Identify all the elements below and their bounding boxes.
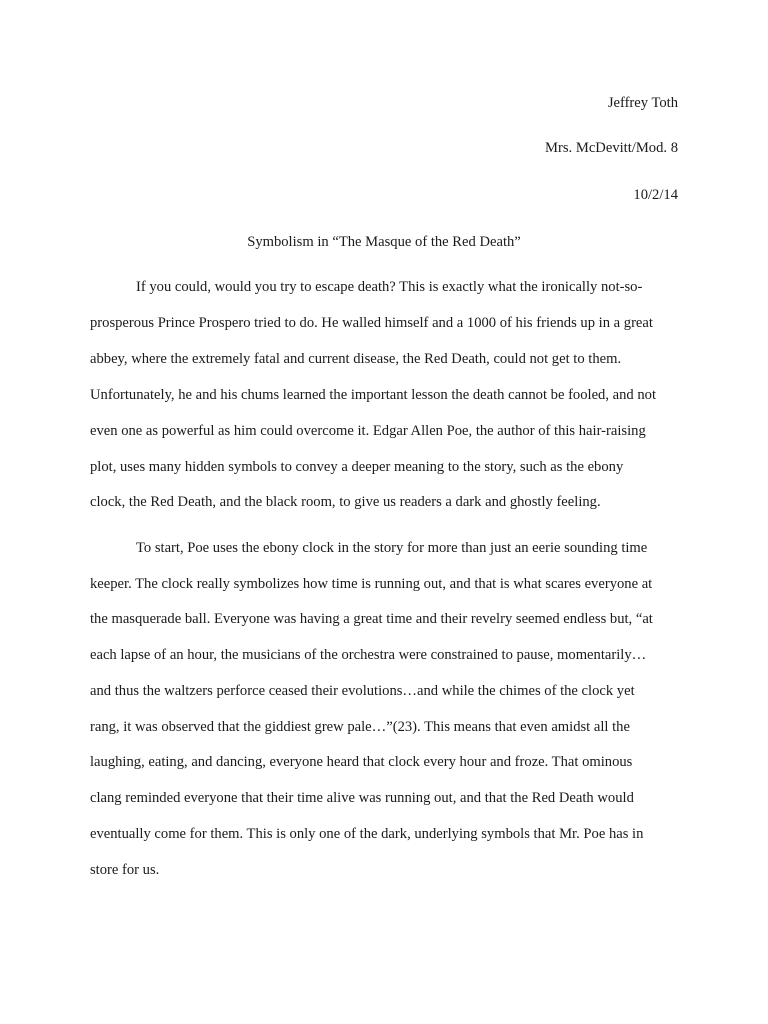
paragraph-line: clang reminded everyone that their time alive was running out, and that the Red Death would (90, 790, 634, 806)
teacher-and-mod: Mrs. McDevitt/Mod. 8 (545, 140, 678, 156)
paragraph-line: plot, uses many hidden symbols to convey a deeper meaning to the story, such as the ebony (90, 459, 624, 475)
essay-date: 10/2/14 (633, 187, 678, 203)
paragraph-line: store for us. (90, 862, 160, 878)
essay-title: Symbolism in “The Masque of the Red Death” (247, 234, 521, 250)
paragraph-line: abbey, where the extremely fatal and current disease, the Red Death, could not get to them. (90, 351, 622, 367)
paragraph-line: even one as powerful as him could overcome it. Edgar Allen Poe, the author of this hair-raising (90, 423, 646, 439)
paragraph-line: Unfortunately, he and his chums learned the important lesson the death cannot be fooled, and not (90, 387, 657, 403)
author-name: Jeffrey Toth (607, 95, 678, 111)
paragraph-line: each lapse of an hour, the musicians of the orchestra were constrained to pause, momentarily… (90, 647, 647, 663)
paragraph-line: eventually come for them. This is only one of the dark, underlying symbols that Mr. Poe has in (90, 826, 644, 842)
paragraph-line: clock, the Red Death, and the black room, to give us readers a dark and ghostly feeling. (90, 494, 601, 510)
paragraph-line: laughing, eating, and dancing, everyone heard that clock every hour and froze. That ominous (90, 754, 633, 770)
paragraph-line: rang, it was observed that the giddiest grew pale…”(23). This means that even amidst all the (90, 719, 630, 735)
paragraph-line: To start, Poe uses the ebony clock in the story for more than just an eerie sounding time (136, 540, 648, 556)
paragraph-line: and thus the waltzers perforce ceased their evolutions…and while the chimes of the clock yet (90, 683, 635, 699)
paragraph-line: prosperous Prince Prospero tried to do. He walled himself and a 1000 of his friends up in a great (90, 315, 653, 331)
paragraph-line: keeper. The clock really symbolizes how time is running out, and that is what scares everyone at (90, 576, 653, 592)
paragraph-line: the masquerade ball. Everyone was having a great time and their revelry seemed endless but, “at (90, 611, 653, 627)
paragraph-line: If you could, would you try to escape death? This is exactly what the ironically not-so- (136, 279, 643, 295)
